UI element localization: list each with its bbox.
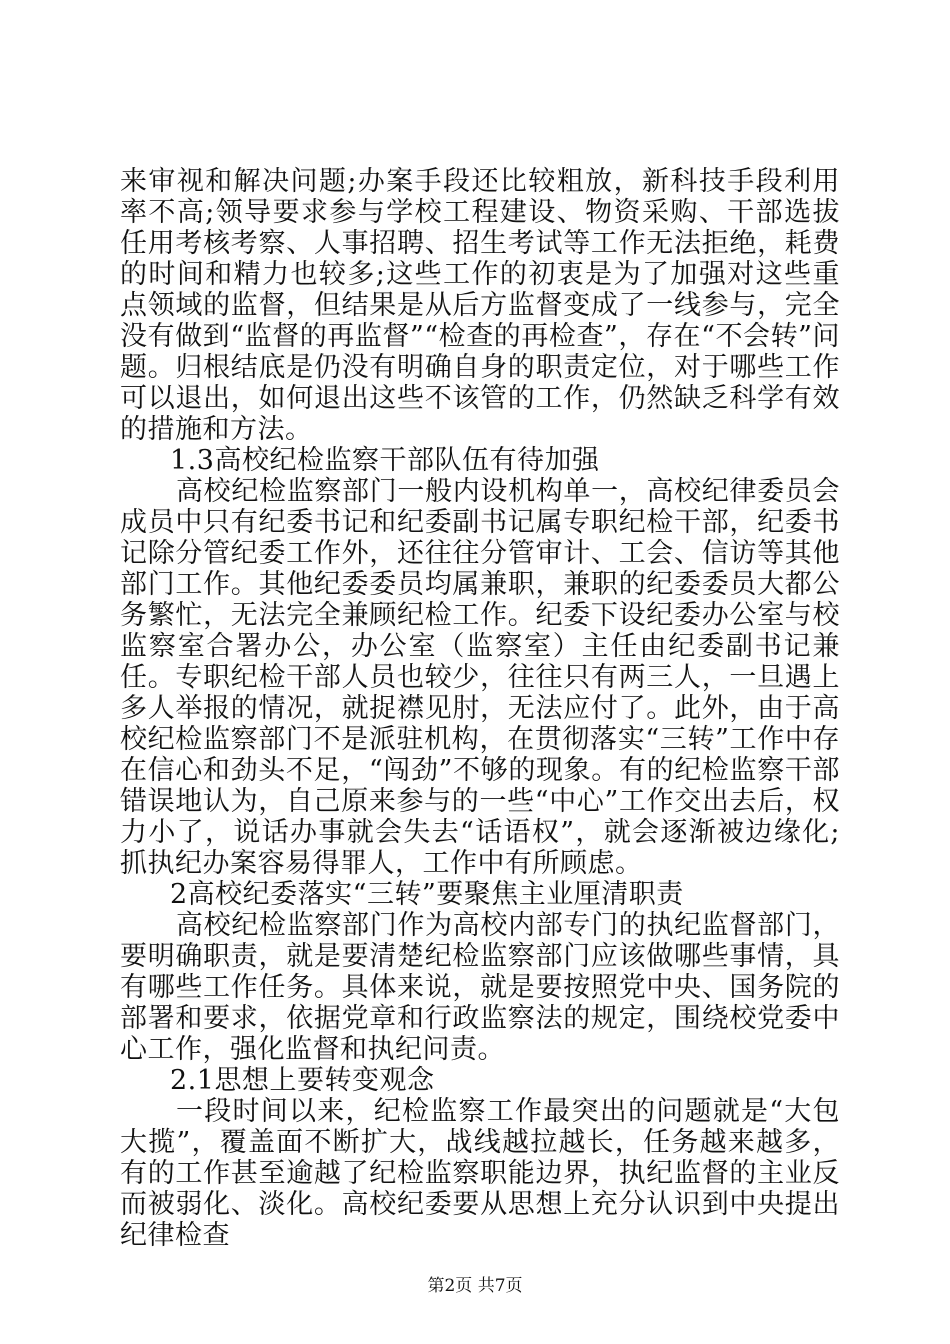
body-paragraph: 一段时间以来，纪检监察工作最突出的问题就是“大包大揽”，覆盖面不断扩大，战线越拉越长，任务越来越多，有的工作甚至逾越了纪检监察职能边界，执纪监督的主业反而被弱化、淡化。高校纪委要从思想上充分认识到中央提出纪律检查 bbox=[120, 1096, 840, 1251]
section-heading: 2高校纪委落实“三转”要聚焦主业厘清职责 bbox=[170, 879, 684, 910]
section-heading: 1.3高校纪检监察干部队伍有待加强 bbox=[170, 445, 600, 476]
body-paragraph: 高校纪检监察部门一般内设机构单一，高校纪律委员会成员中只有纪委书记和纪委副书记属专职纪检干部，纪委书记除分管纪委工作外，还往往分管审计、工会、信访等其他部门工作。其他纪委委员均属兼职，兼职的纪委委员大都公务繁忙，无法完全兼顾纪检工作。纪委下设纪委办公室与校监察室合署办公，办公室（监察室）主任由纪委副书记兼任。专职纪检干部人员也较少，往往只有两三人，一旦遇上多人举报的情况，就捉襟见肘，无法应付了。此外，由于高校纪检监察部门不是派驻机构，在贯彻落实“三转”工作中存在信心和劲头不足，“闯劲”不够的现象。有的纪检监察干部错误地认为，自己原来参与的一些“中心”工作交出去后，权力小了，说话办事就会失去“话语权”，就会逐渐被边缘化;抓执纪办案容易得罪人，工作中有所顾虑。 bbox=[120, 476, 840, 879]
page-number-footer: 第2页 共7页 bbox=[427, 1276, 523, 1296]
document-body bbox=[120, 166, 840, 1251]
body-paragraph: 高校纪检监察部门作为高校内部专门的执纪监督部门，要明确职责，就是要清楚纪检监察部门应该做哪些事情，具有哪些工作任务。具体来说，就是要按照党中央、国务院的部署和要求，依据党章和行政监察法的规定，围绕校党委中心工作，强化监督和执纪问责。 bbox=[120, 910, 840, 1065]
section-heading: 2.1思想上要转变观念 bbox=[170, 1065, 435, 1096]
body-paragraph: 来审视和解决问题;办案手段还比较粗放，新科技手段利用率不高;领导要求参与学校工程建设、物资采购、干部选拔任用考核考察、人事招聘、招生考试等工作无法拒绝，耗费的时间和精力也较多;这些工作的初衷是为了加强对这些重点领域的监督，但结果是从后方监督变成了一线参与，完全没有做到“监督的再监督”“检查的再检查”，存在“不会转”问题。归根结底是仍没有明确自身的职责定位，对于哪些工作可以退出，如何退出这些不该管的工作，仍然缺乏科学有效的措施和方法。 bbox=[120, 166, 840, 445]
